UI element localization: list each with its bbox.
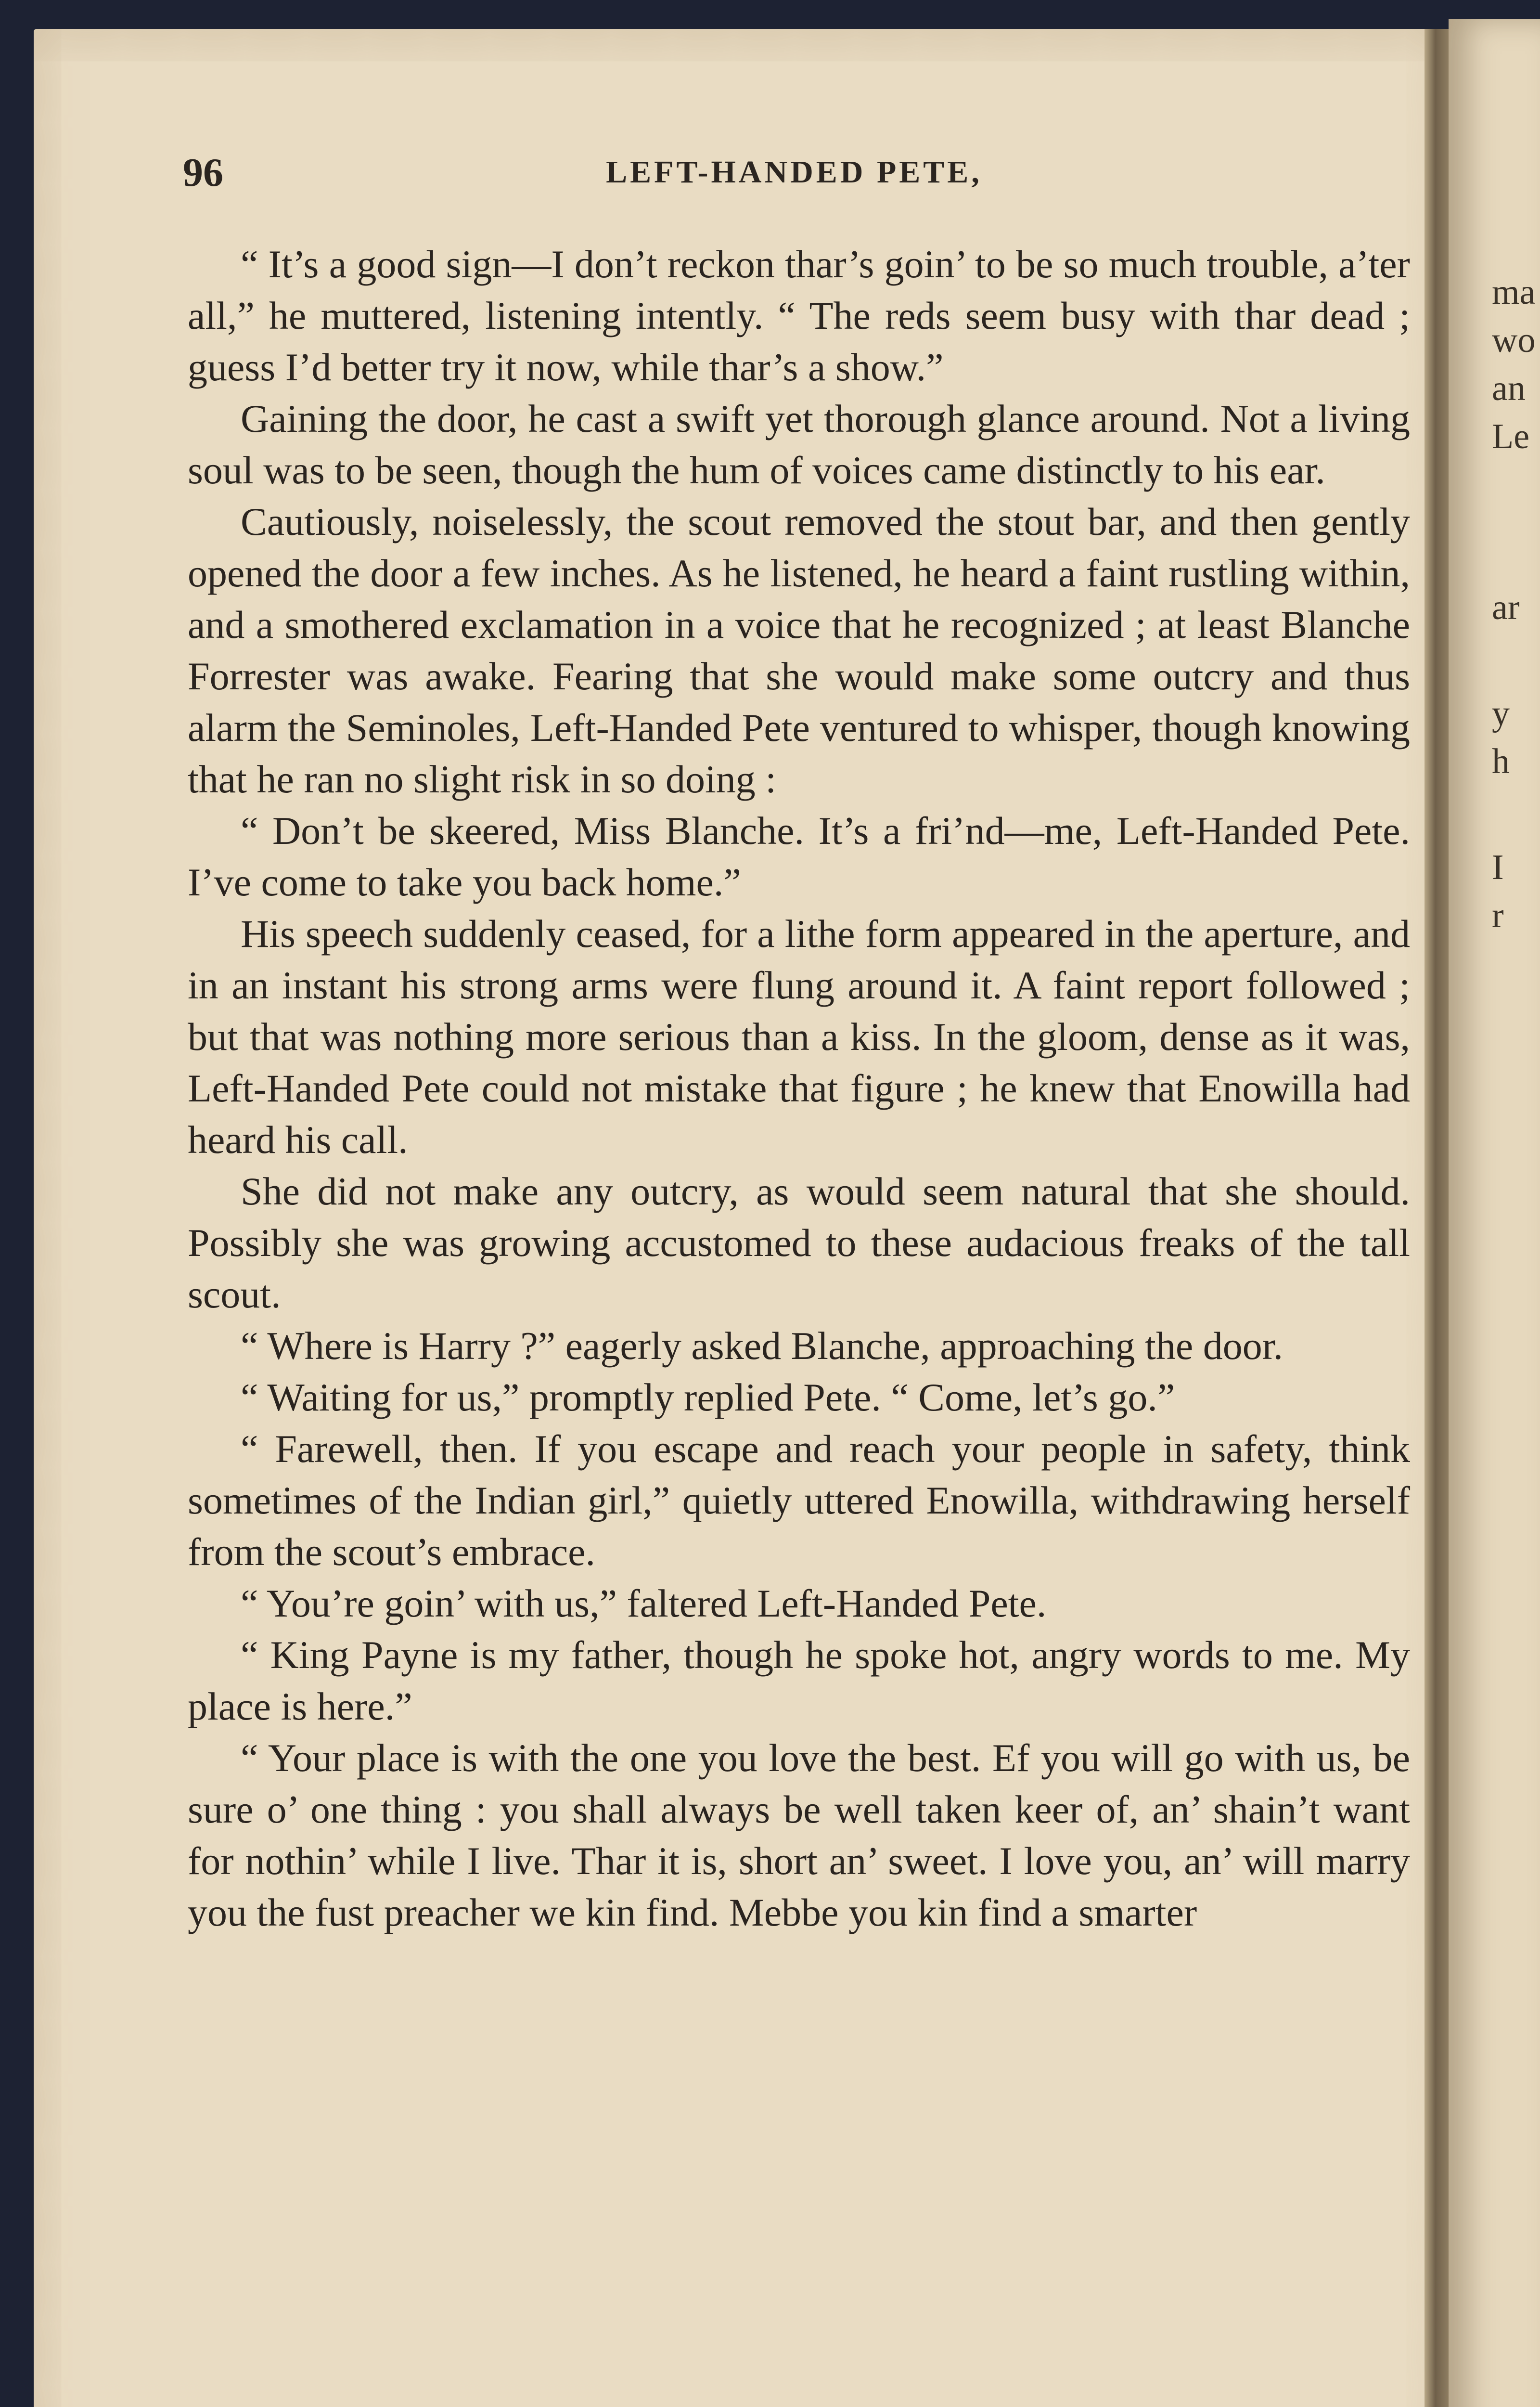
next-page-fragment: y xyxy=(1492,694,1510,733)
next-page-fragment: h xyxy=(1492,742,1510,781)
page-header xyxy=(183,82,1415,195)
next-page-fragment: Le xyxy=(1492,417,1530,456)
paragraph: “ Waiting for us,” promptly replied Pete. “ Come, let’s go.” xyxy=(241,1375,1175,1419)
book-gutter xyxy=(1424,29,1449,2407)
page-number: 96 xyxy=(183,150,223,195)
next-page-fragment: an xyxy=(1492,369,1526,408)
next-page-edge xyxy=(1449,19,1540,2407)
paragraph: “ You’re goin’ with us,” faltered Left-Handed Pete. xyxy=(241,1581,1047,1625)
paragraph: “ Where is Harry ?” eagerly asked Blanche, approaching the door. xyxy=(241,1324,1283,1368)
paragraph: “ It’s a good sign—I don’t reckon thar’s goin’ to be so much trouble, a’ter all,” he muttered, listening intently. “ The reds seem busy with thar dead ; guess I’d better try it now, while thar’s a show.” xyxy=(188,242,1410,389)
next-page-fragment: ma xyxy=(1492,272,1536,312)
paragraph: Cautiously, noiselessly, the scout removed the stout bar, and then gently opened the door a few inches. As he listened, he heard a faint rustling within, and a smothered exclamation in a voice that he recognized ; at least Blanche Forrester was awake. Fearing that she would make some outcry and thus alarm the Seminoles, Left-Handed Pete ventured to whisper, though knowing that he ran no slight risk in so doing : xyxy=(188,500,1410,801)
paragraph: “ King Payne is my father, though he spoke hot, angry words to me. My place is here.” xyxy=(188,1633,1410,1728)
paragraph: Gaining the door, he cast a swift yet thorough glance around. Not a living soul was to be seen, though the hum of voices came distinctly to his ear. xyxy=(188,397,1410,492)
running-head: LEFT-HANDED PETE, xyxy=(606,155,982,190)
paragraph: “ Farewell, then. If you escape and reach your people in safety, think sometimes of the Indian girl,” quietly uttered Enowilla, withdrawing herself from the scout’s embrace. xyxy=(188,1427,1410,1574)
next-page-fragment: r xyxy=(1492,896,1504,935)
paragraph: “ Don’t be skeered, Miss Blanche. It’s a fri’nd—me, Left-Handed Pete. I’ve come to take you back home.” xyxy=(188,809,1410,904)
next-page-fragment: ar xyxy=(1492,588,1520,627)
next-page-fragment: I xyxy=(1492,848,1504,887)
next-page-fragment: wo xyxy=(1492,321,1536,360)
paragraph: She did not make any outcry, as would seem natural that she should. Possibly she was growing accustomed to these audacious freaks of the tall scout. xyxy=(188,1169,1410,1316)
body-text xyxy=(188,238,1410,1938)
paragraph: “ Your place is with the one you love the best. Ef you will go with us, be sure o’ one thing : you shall always be well taken keer of, an’ shain’t want for nothin’ while I live. Thar it is, short an’ sweet. I love you, an’ will marry you the fust preacher we kin find. Mebbe you kin find a smarter xyxy=(188,1736,1410,1934)
paragraph: His speech suddenly ceased, for a lithe form appeared in the aperture, and in an instant his strong arms were flung around it. A faint report followed ; but that was nothing more serious than a kiss. In the gloom, dense as it was, Left-Handed Pete could not mistake that figure ; he knew that Enowilla had heard his call. xyxy=(188,912,1410,1162)
